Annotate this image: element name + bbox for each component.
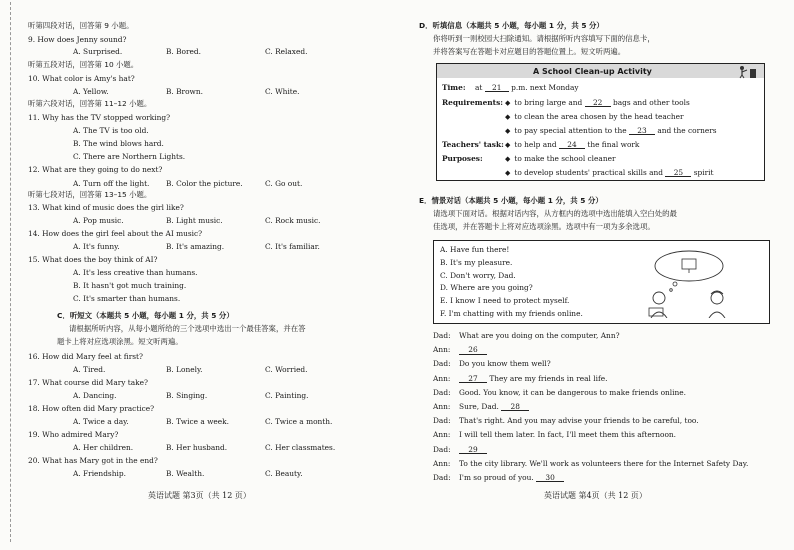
answer-option: A. Pop music.: [73, 216, 124, 225]
info-card: [436, 63, 765, 181]
answer-option: A. Tired.: [73, 365, 106, 374]
dialogue-line: [459, 346, 487, 354]
dialogue-line: [459, 417, 699, 424]
question-line: 19. Who admired Mary?: [28, 430, 119, 439]
answer-option: C. There are Northern Lights.: [73, 152, 186, 161]
answer-option: B. Her husband.: [166, 443, 228, 452]
answer-option: A. Yellow.: [73, 87, 109, 96]
answer-option: B. It's amazing.: [166, 242, 225, 251]
answer-option: B. It hasn't got much training.: [73, 281, 187, 290]
answer-option: C. White.: [265, 87, 300, 96]
info-card-title: A School Clean-up Activity: [533, 67, 652, 76]
card-time-text: [475, 84, 579, 92]
answer-option: C. Go out.: [265, 179, 303, 188]
dialogue-speaker: Dad:: [433, 473, 451, 482]
dialogue-line: [459, 474, 564, 482]
binding-line: [10, 2, 11, 542]
card-row-pre: to bring large and: [514, 98, 583, 107]
dialogue-after: They are my friends in real life.: [487, 373, 608, 383]
answer-option: A. Friendship.: [73, 469, 126, 478]
box-option: B. It's my pleasure.: [440, 257, 513, 267]
dialogue-speaker: Dad:: [433, 331, 451, 340]
answer-option: C. Relaxed.: [265, 47, 308, 56]
card-row-pre: to make the school cleaner: [514, 154, 616, 163]
dialogue-text: I will tell them later. In fact, I'll meet them this afternoon.: [459, 430, 677, 440]
card-row-label: Requirements:: [442, 98, 503, 107]
answer-option: B. Brown.: [166, 87, 203, 96]
dialogue-line: [459, 360, 551, 367]
answer-option: B. Color the picture.: [166, 179, 243, 188]
cleaning-person-icon: [736, 65, 758, 79]
card-row-post: the final work: [587, 140, 640, 149]
fill-blank: 21: [485, 84, 509, 92]
fill-blank: 28: [501, 403, 529, 411]
answer-option: C. Painting.: [265, 391, 309, 400]
dialogue-speaker: Ann:: [433, 373, 451, 383]
right-page: [397, 0, 794, 550]
card-time-pre: at: [475, 83, 483, 92]
answer-option: B. Light music.: [166, 216, 223, 225]
diamond-bullet-icon: ◆: [505, 113, 511, 121]
card-row-label: Purposes:: [442, 154, 483, 163]
dialogue-line: [459, 446, 487, 454]
dad-and-girl-illustration: [629, 246, 749, 318]
card-row-text: [505, 113, 684, 121]
fill-blank: 24: [559, 141, 585, 149]
card-row-post: bags and other tools: [613, 98, 690, 107]
dialogue-line: [459, 332, 620, 339]
diamond-bullet-icon: ◆: [505, 155, 511, 163]
fill-blank: 25: [665, 169, 691, 177]
card-row-pre: to pay special attention to the: [514, 126, 627, 135]
answer-option: A. Twice a day.: [73, 417, 129, 426]
dialogue-text: Good. You know, it can be dangerous to make friends online.: [459, 387, 686, 397]
card-time-post: p.m. next Monday: [511, 83, 579, 92]
question-line: 请根据所听内容，从每小题所给的三个选项中选出一个最佳答案，并在答: [69, 324, 306, 333]
fill-blank: 23: [629, 127, 655, 135]
question-line: 听第六段对话，回答第 11–12 小题。: [28, 99, 152, 108]
card-row-text: [505, 127, 717, 135]
answer-option: B. Twice a week.: [166, 417, 230, 426]
question-line: C．听短文（本题共 5 小题，每小题 1 分，共 5 分）: [57, 311, 234, 320]
answer-option: B. Singing.: [166, 391, 208, 400]
answer-option: C. It's familiar.: [265, 242, 320, 251]
fill-blank: 30: [536, 474, 564, 482]
fill-blank: 22: [585, 99, 611, 107]
section-e-title: E．情景对话（本题共 5 小题，每小题 1 分，共 5 分）: [419, 196, 603, 205]
answer-option: A. Her children.: [73, 443, 134, 452]
box-option: C. Don't worry, Dad.: [440, 270, 516, 280]
question-line: 20. What has Mary got in the end?: [28, 456, 158, 465]
question-line: 16. How did Mary feel at first?: [28, 352, 143, 361]
dialogue-text: That's right. And you may advise your friends to be careful, too.: [459, 416, 699, 426]
answer-option: A. The TV is too old.: [73, 126, 149, 135]
card-row-label: Time:: [442, 83, 466, 92]
question-line: 听第四段对话，回答第 9 小题。: [28, 21, 134, 30]
dialogue-speaker: Ann:: [433, 402, 451, 411]
fill-blank: 27: [459, 375, 487, 383]
card-row-pre: to help and: [514, 140, 557, 149]
card-row-text: [505, 141, 639, 149]
dialogue-speaker: Ann:: [433, 345, 451, 355]
dialogue-line: [459, 375, 607, 383]
answer-option: C. Twice a month.: [265, 417, 333, 426]
question-line: 9. How does Jenny sound?: [28, 35, 127, 44]
dialogue-speaker: Dad:: [433, 444, 451, 454]
dialogue-speaker: Dad:: [433, 359, 451, 369]
box-option: F. I'm chatting with my friends online.: [440, 309, 583, 318]
question-line: 10. What color is Amy's hat?: [28, 74, 135, 83]
question-line: 听第七段对话，回答第 13–15 小题。: [28, 190, 152, 199]
card-row-pre: to clean the area chosen by the head teacher: [514, 112, 684, 121]
answer-option: B. Bored.: [166, 47, 201, 56]
card-row-text: [505, 99, 690, 107]
card-row-post: and the corners: [657, 126, 717, 135]
dialogue-speaker: Dad:: [433, 387, 451, 397]
question-line: 18. How often did Mary practice?: [28, 404, 155, 413]
question-line: 17. What course did Mary take?: [28, 378, 148, 387]
box-option: E. I know I need to protect myself.: [440, 296, 570, 306]
dialogue-text: Sure, Dad.: [459, 402, 499, 411]
question-line: 听第五段对话，回答第 10 小题。: [28, 60, 139, 69]
section-d-instruction-2: 并将答案写在答题卡对应题目的答题位置上。短文听两遍。: [433, 47, 626, 56]
dialogue-speaker: Ann:: [433, 430, 451, 440]
page-footer-4: 英语试题 第4页（共 12 页）: [544, 491, 647, 500]
answer-option: A. Surprised.: [73, 47, 123, 56]
answer-option: A. It's funny.: [73, 242, 120, 251]
answer-option: C. Her classmates.: [265, 443, 336, 452]
dialogue-line: [459, 431, 676, 438]
diamond-bullet-icon: ◆: [505, 141, 511, 149]
answer-option: B. Lonely.: [166, 365, 203, 374]
answer-option: B. Wealth.: [166, 469, 205, 478]
question-line: 11. Why has the TV stopped working?: [28, 113, 171, 122]
dialogue-speaker: Dad:: [433, 416, 451, 426]
section-e-instruction-2: 佳选项，并在答题卡上将对应选项涂黑。选项中有一项为多余选项。: [433, 222, 655, 231]
question-line: 15. What does the boy think of AI?: [28, 255, 158, 264]
answer-option: C. It's smarter than humans.: [73, 294, 181, 303]
fill-blank: 29: [459, 446, 487, 454]
question-line: 12. What are they going to do next?: [28, 165, 163, 174]
dialogue-text: I'm so proud of you.: [459, 473, 534, 482]
section-d-instruction-1: 你将听到一则校园大扫除通知。请根据所听内容填写下面的信息卡，: [433, 34, 655, 43]
section-d-title: D．听填信息（本题共 5 小题，每小题 1 分，共 5 分）: [419, 21, 604, 30]
fill-blank: 26: [459, 346, 487, 354]
answer-option: C. Beauty.: [265, 469, 303, 478]
card-row-text: [505, 155, 615, 163]
answer-option: C. Worried.: [265, 365, 308, 374]
section-e-instruction-1: 请选项下面对话。根据对话内容，从方框内的选项中选出能填入空白处的最: [433, 209, 677, 218]
page-footer-3: 英语试题 第3页（共 12 页）: [148, 491, 251, 500]
answer-option: A. Dancing.: [73, 391, 117, 400]
answer-option: C. Rock music.: [265, 216, 321, 225]
answer-option: B. The wind blows hard.: [73, 139, 164, 148]
box-option: A. Have fun there!: [440, 245, 510, 254]
dialogue-text: To the city library. We'll work as volunteers there for the Internet Safety Day.: [459, 458, 749, 468]
question-line: 14. How does the girl feel about the AI music?: [28, 229, 203, 238]
diamond-bullet-icon: ◆: [505, 169, 511, 177]
answer-option: A. Turn off the light.: [73, 179, 150, 188]
card-row-label: Teachers' task:: [442, 140, 504, 149]
dialogue-speaker: Ann:: [433, 458, 451, 468]
options-box: [433, 240, 770, 324]
card-row-pre: to develop students' practical skills and: [514, 168, 664, 177]
question-line: 13. What kind of music does the girl like?: [28, 203, 184, 212]
dialogue-line: [459, 460, 748, 467]
card-row-text: [505, 169, 714, 177]
box-option: D. Where are you going?: [440, 283, 533, 293]
diamond-bullet-icon: ◆: [505, 99, 511, 107]
dialogue-text: Do you know them well?: [459, 359, 551, 369]
card-row-post: spirit: [693, 168, 714, 177]
dialogue-text: What are you doing on the computer, Ann?: [459, 331, 620, 340]
dialogue-line: [459, 403, 529, 411]
dialogue-line: [459, 389, 686, 396]
question-line: 题卡上将对应选项涂黑。短文听两遍。: [57, 337, 183, 346]
diamond-bullet-icon: ◆: [505, 127, 511, 135]
answer-option: A. It's less creative than humans.: [73, 268, 198, 277]
